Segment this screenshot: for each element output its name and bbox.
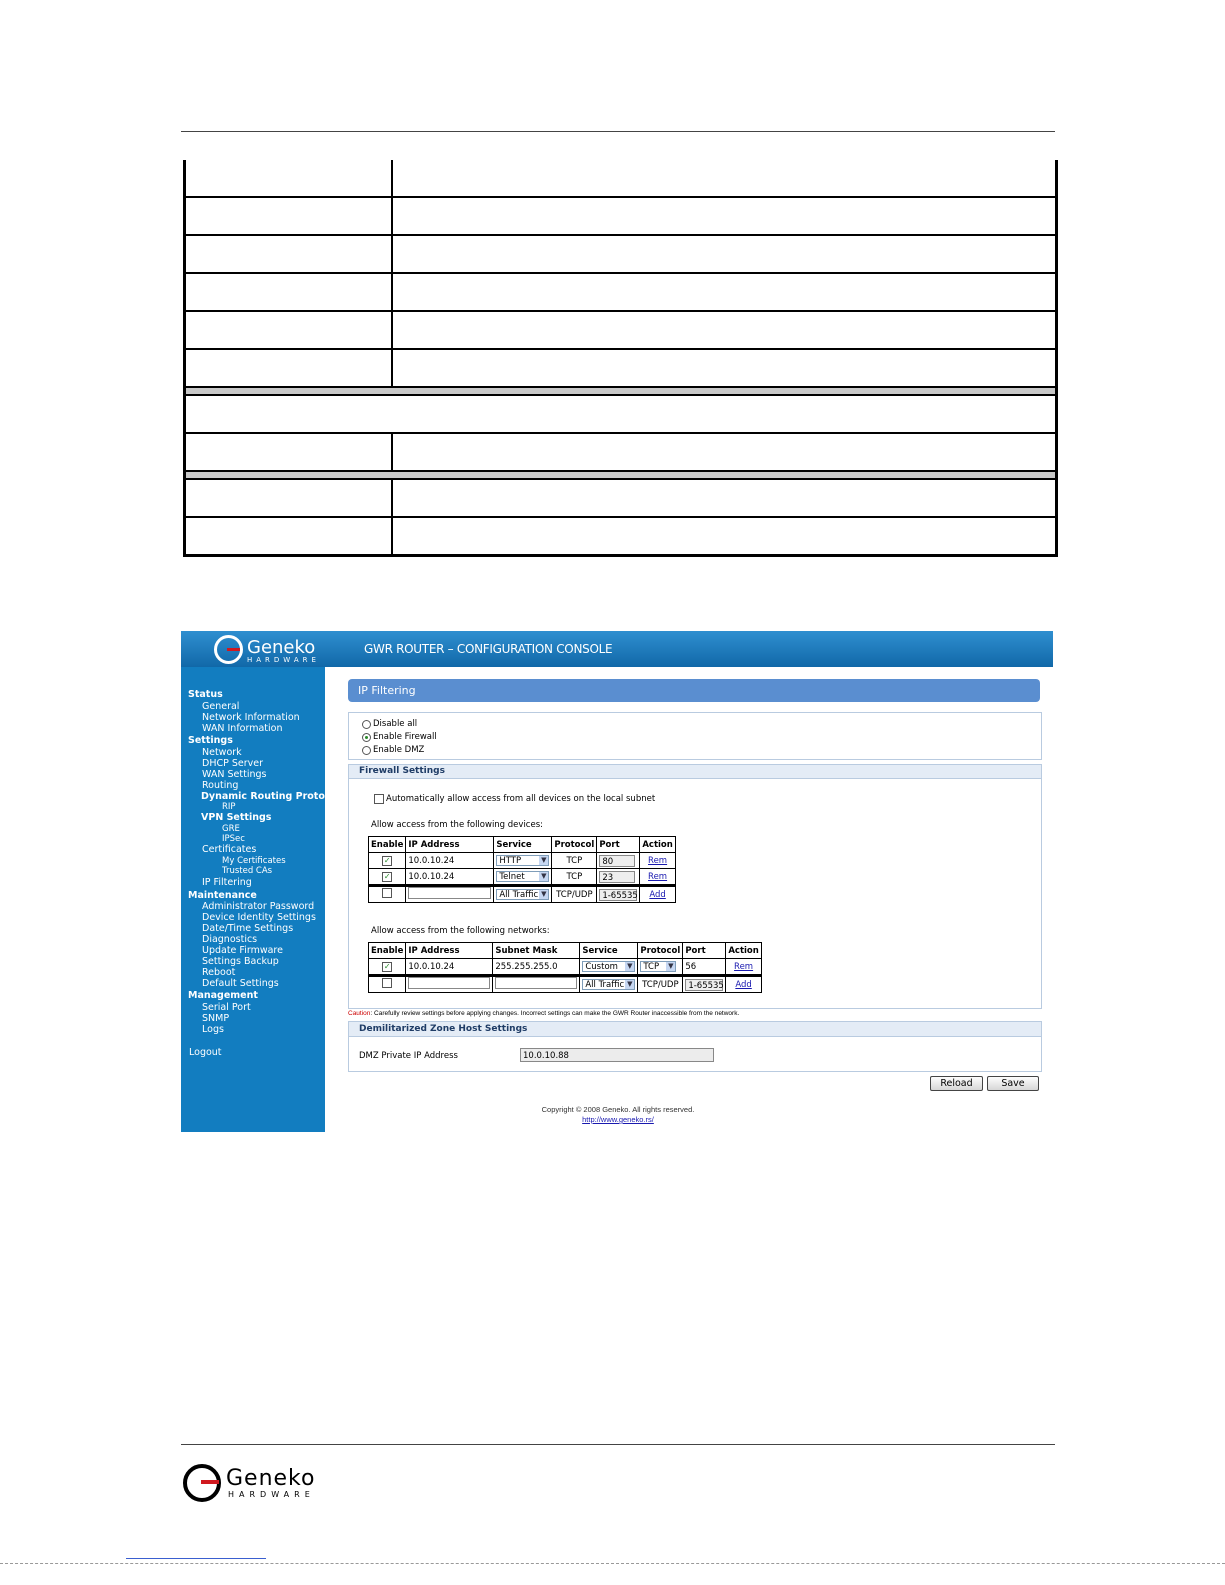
table-row (186, 518, 1055, 554)
enable-checkbox[interactable]: ✓ (383, 961, 391, 971)
chevron-down-icon: ▼ (541, 890, 547, 898)
sidebar-heading-status[interactable]: Status (188, 689, 223, 700)
logo-dash (227, 648, 240, 651)
port-input[interactable]: 80 (599, 855, 635, 867)
table-row-new: All Traffic ▼ TCP/UDP 1-65535 Add (369, 886, 676, 903)
dmz-ip-input[interactable]: 10.0.10.88 (520, 1048, 714, 1062)
table-row (186, 236, 1055, 274)
networks-label: Allow access from the following networks: (371, 926, 550, 936)
auto-allow-checkbox[interactable] (374, 794, 384, 804)
service-select[interactable]: All Traffic ▼ (496, 889, 549, 900)
table-row (186, 198, 1055, 236)
table-header-row: Enable IP Address Service Protocol Port Action (369, 837, 676, 853)
sidebar-heading-maintenance[interactable]: Maintenance (188, 890, 257, 901)
ip-address-input[interactable] (408, 887, 491, 899)
table-row (186, 312, 1055, 350)
sidebar-item-administrator-password[interactable]: Administrator Password (202, 901, 315, 912)
dmz-box (348, 1021, 1042, 1072)
add-link[interactable]: Add (649, 889, 666, 900)
sidebar-item-network[interactable]: Network (202, 747, 242, 758)
sidebar-item-diagnostics[interactable]: Diagnostics (202, 934, 258, 945)
radio-button[interactable] (362, 720, 371, 729)
sidebar-item-vpn-settings[interactable]: VPN Settings (201, 812, 272, 823)
table-row (369, 959, 762, 976)
remove-link[interactable]: Rem (648, 855, 668, 866)
sidebar (181, 667, 341, 1132)
table-row (186, 396, 1055, 434)
ip-address-input[interactable]: 10.0.10.24 (406, 959, 493, 976)
chevron-down-icon: ▼ (627, 980, 633, 988)
sidebar-item-dynamic-routing-protocol[interactable]: Dynamic Routing Protocol (201, 791, 341, 802)
geneko-url-link[interactable]: http://www.geneko.rs/ (582, 1115, 654, 1124)
footer-logo-dash (201, 1480, 219, 1484)
console-header (181, 631, 1053, 667)
sidebar-item-network-information[interactable]: Network Information (202, 712, 300, 723)
table-row (186, 274, 1055, 312)
enable-checkbox[interactable]: ✓ (383, 855, 391, 865)
ip-address-input[interactable]: 10.0.10.24 (406, 869, 494, 886)
remove-link[interactable]: Rem (648, 871, 668, 882)
footer-logo-subtext: HARDWARE (228, 1490, 315, 1499)
logo-text: Geneko (247, 637, 316, 658)
sidebar-item-dhcp-server[interactable]: DHCP Server (202, 758, 263, 769)
sidebar-item-wan-settings[interactable]: WAN Settings (202, 769, 267, 780)
page-header-rule (181, 131, 1055, 132)
logout-link[interactable]: Logout (189, 1047, 222, 1058)
document-table (183, 160, 1058, 557)
firewall-settings-box (348, 764, 1042, 1009)
chevron-down-icon: ▼ (541, 872, 547, 880)
sidebar-item-default-settings[interactable]: Default Settings (202, 978, 279, 989)
radio-enable-dmz[interactable]: Enable DMZ (362, 745, 424, 755)
table-header-row: Enable IP Address Subnet Mask Service Protocol Port Action (369, 943, 762, 959)
logo-subtext: HARDWARE (247, 656, 320, 664)
router-console-screenshot (181, 631, 1053, 1132)
ip-address-input[interactable]: 10.0.10.24 (406, 853, 494, 869)
table-divider (186, 386, 1055, 396)
service-select[interactable]: Custom ▼ (582, 961, 635, 972)
radio-disable-all[interactable]: Disable all (362, 719, 417, 729)
save-button[interactable]: Save (987, 1076, 1039, 1091)
table-row-new: All Traffic ▼ TCP/UDP 1-65535 Add (369, 976, 762, 993)
table-row: ✓ 10.0.10.24 HTTP ▼ TCP 80 Rem (369, 853, 676, 869)
add-link[interactable]: Add (735, 979, 752, 990)
dmz-label: DMZ Private IP Address (359, 1051, 458, 1061)
footer-logo-text: Geneko (226, 1466, 316, 1491)
sidebar-heading-management[interactable]: Management (188, 990, 258, 1001)
chevron-down-icon: ▼ (627, 962, 633, 970)
sidebar-item-ipsec[interactable]: IPSec (222, 834, 245, 844)
chevron-down-icon: ▼ (541, 856, 547, 864)
table-divider (186, 470, 1055, 480)
sidebar-item-settings-backup[interactable]: Settings Backup (202, 956, 279, 967)
table-row (186, 350, 1055, 386)
port-input[interactable]: 1-65535 (599, 889, 637, 901)
devices-label: Allow access from the following devices: (371, 820, 543, 830)
port-input[interactable]: 56 (683, 959, 726, 976)
table-row (186, 160, 1055, 198)
service-select[interactable]: Telnet ▼ (496, 871, 549, 882)
radio-button-selected[interactable] (362, 733, 371, 742)
radio-button[interactable] (362, 746, 371, 755)
radio-enable-firewall[interactable]: Enable Firewall (362, 732, 437, 742)
table-row: ✓ 10.0.10.24 Telnet ▼ TCP 23 Rem (369, 869, 676, 886)
sidebar-item-routing[interactable]: Routing (202, 780, 239, 791)
sidebar-item-logs[interactable]: Logs (202, 1024, 224, 1035)
table-row (186, 480, 1055, 518)
sidebar-item-update-firmware[interactable]: Update Firmware (202, 945, 283, 956)
console-title: GWR ROUTER – CONFIGURATION CONSOLE (364, 642, 613, 656)
copyright: Copyright © 2008 Geneko. All rights reserved. (541, 1105, 695, 1114)
remove-link[interactable]: Rem (734, 961, 754, 972)
ip-address-input[interactable] (408, 977, 490, 989)
sidebar-item-my-certificates[interactable]: My Certificates (222, 856, 286, 866)
sidebar-item-ip-filtering[interactable]: IP Filtering (202, 877, 252, 888)
dmz-heading: Demilitarized Zone Host Settings (349, 1022, 1041, 1037)
enable-checkbox[interactable]: ✓ (383, 871, 391, 881)
sidebar-item-trusted-cas[interactable]: Trusted CAs (222, 866, 273, 876)
service-select[interactable]: HTTP ▼ (496, 855, 549, 866)
sidebar-item-general[interactable]: General (202, 701, 240, 712)
footer-link-underline (126, 1558, 266, 1559)
caution-note: Caution: Carefully review settings before applying changes. Incorrect settings can make the GWR Router inaccessible from the network. (348, 1010, 740, 1017)
sidebar-item-reboot[interactable]: Reboot (202, 967, 236, 978)
sidebar-item-wan-information[interactable]: WAN Information (202, 723, 283, 734)
sidebar-item-certificates[interactable]: Certificates (202, 844, 257, 855)
sidebar-item-rip[interactable]: RIP (222, 802, 236, 812)
page-boundary-line (0, 1563, 1225, 1564)
sidebar-item-date-time-settings[interactable]: Date/Time Settings (202, 923, 294, 934)
table-row (186, 434, 1055, 470)
sidebar-item-device-identity-settings[interactable]: Device Identity Settings (202, 912, 316, 923)
port-input[interactable]: 1-65535 (685, 979, 723, 991)
port-input[interactable]: 23 (599, 871, 635, 883)
sidebar-item-snmp[interactable]: SNMP (202, 1013, 230, 1024)
page-footer-rule (181, 1444, 1055, 1445)
sidebar-item-serial-port[interactable]: Serial Port (202, 1002, 251, 1013)
auto-allow-option[interactable]: Automatically allow access from all devices on the local subnet (374, 794, 655, 804)
networks-table (368, 942, 762, 993)
reload-button[interactable]: Reload (930, 1076, 983, 1091)
page-title: IP Filtering (348, 679, 1040, 702)
protocol-select[interactable]: TCP ▼ (640, 961, 676, 972)
subnet-mask-input[interactable] (495, 977, 577, 989)
mode-box (348, 712, 1042, 760)
subnet-mask-input[interactable]: 255.255.255.0 (493, 959, 580, 976)
enable-checkbox[interactable] (382, 978, 392, 988)
enable-checkbox[interactable] (382, 888, 392, 898)
service-select[interactable]: All Traffic ▼ (582, 979, 635, 990)
chevron-down-icon: ▼ (668, 962, 674, 970)
firewall-settings-heading: Firewall Settings (349, 765, 1041, 779)
sidebar-item-gre[interactable]: GRE (222, 824, 240, 834)
devices-table (368, 836, 676, 903)
sidebar-heading-settings[interactable]: Settings (188, 735, 233, 746)
